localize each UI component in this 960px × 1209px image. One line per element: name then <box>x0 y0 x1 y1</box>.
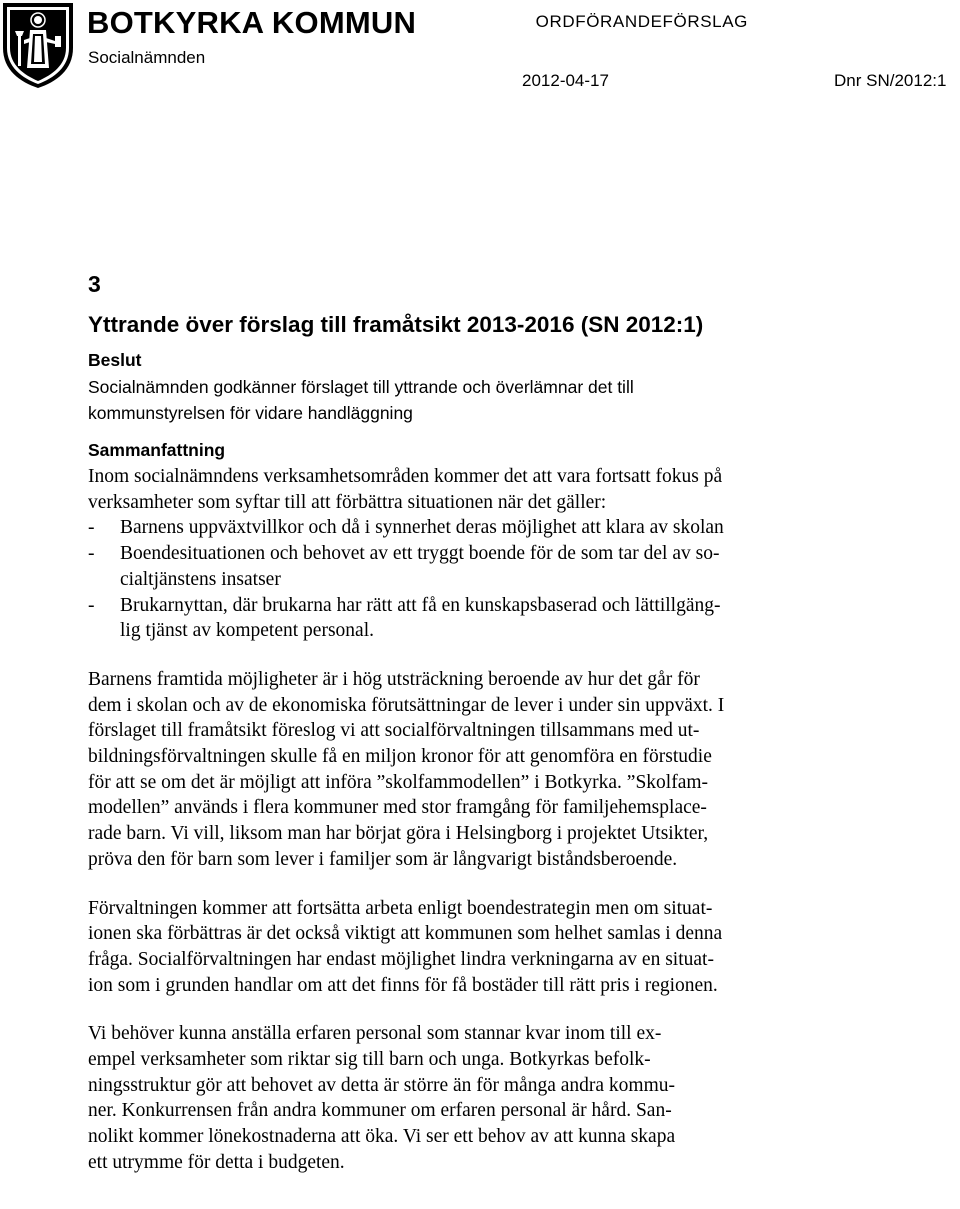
text-line: Barnens uppväxtvillkor och då i synnerhet deras möjlighet att klara av skolan <box>120 517 724 539</box>
paragraph-children <box>88 667 888 873</box>
list-item <box>88 541 888 592</box>
document-date: 2012-04-17 <box>522 71 609 90</box>
text-line: Boendesituationen och behovet av ett tryggt boende för de som tar del av so- <box>120 543 720 565</box>
text-line: fråga. Socialförvaltningen har endast möjlighet lindra verkningarna av en situat- <box>88 948 714 970</box>
text-line: cialtjänstens insatser <box>120 568 281 590</box>
text-line: ett utrymme för detta i budgeten. <box>88 1151 345 1173</box>
decision-line: Socialnämnden godkänner förslaget till yttrande och överlämnar det till <box>88 377 634 397</box>
organization-name: BOTKYRKA KOMMUN <box>87 5 417 40</box>
decision-line: kommunstyrelsen för vidare handläggning <box>88 403 413 423</box>
section-heading-beslut: Beslut <box>88 350 142 370</box>
item-number: 3 <box>88 271 101 297</box>
text-line: empel verksamheter som riktar sig till barn och unga. Botkyrkas befolk- <box>88 1049 651 1071</box>
text-line: Förvaltningen kommer att fortsätta arbeta enligt boendestrategin men om situat- <box>88 897 713 919</box>
bullet-dash: - <box>88 594 95 616</box>
decision-text <box>88 374 888 426</box>
text-line: Barnens framtida möjligheter är i hög utsträckning beroende av hur det går för <box>88 668 700 690</box>
text-line: ionen ska förbättras är det också viktigt att kommunen som helhet samlas i denna <box>88 923 723 945</box>
department-name: Socialnämnden <box>88 48 206 67</box>
paragraph-housing <box>88 896 888 999</box>
text-line: dem i skolan och av de ekonomiska förutsättningar de lever i under sin uppväxt. I <box>88 694 725 716</box>
text-line: Brukarnyttan, där brukarna har rätt att få en kunskapsbaserad och lättillgäng- <box>120 594 721 616</box>
summary-intro <box>88 464 888 515</box>
document-title: Yttrande över förslag till framåtsikt 2013-2016 (SN 2012:1) <box>88 312 704 337</box>
text-line: pröva den för barn som lever i familjer som är långvarigt biståndsberoende. <box>88 848 678 870</box>
document-body <box>88 266 888 1176</box>
text-line: ner. Konkurrensen från andra kommuner om erfaren personal är hård. San- <box>88 1100 672 1122</box>
diary-number: Dnr SN/2012:1 <box>834 71 947 90</box>
text-line: lig tjänst av kompetent personal. <box>120 620 374 642</box>
text-line: Vi behöver kunna anställa erfaren personal som stannar kvar inom till ex- <box>88 1023 662 1045</box>
focus-list <box>88 515 888 644</box>
text-line: nolikt kommer lönekostnaderna att öka. Vi ser ett behov av att kunna skapa <box>88 1126 676 1148</box>
document-type: ORDFÖRANDEFÖRSLAG <box>535 12 748 31</box>
text-line: bildningsförvaltningen skulle få en miljon kronor för att genomföra en förstudie <box>88 746 712 768</box>
text-line: ningsstruktur gör att behovet av detta är större än för många andra kommu- <box>88 1074 675 1096</box>
text-line: för att se om det är möjligt att införa ”skolfammodellen” i Botkyrka. ”Skolfam- <box>88 771 709 793</box>
list-item <box>88 515 888 541</box>
bullet-dash: - <box>88 517 95 539</box>
list-item <box>88 593 888 644</box>
section-heading-sammanfattning: Sammanfattning <box>88 440 226 460</box>
text-line: ion som i grunden handlar om att det finns för få bostäder till rätt pris i regionen. <box>88 974 718 996</box>
bullet-dash: - <box>88 543 95 565</box>
text-line: modellen” används i flera kommuner med stor framgång för familjehemsplace- <box>88 797 707 819</box>
paragraph-staffing <box>88 1021 888 1175</box>
text-line: Inom socialnämndens verksamhetsområden kommer det att vara fortsatt fokus på <box>88 466 723 487</box>
text-line: rade barn. Vi vill, liksom man har börjat göra i Helsingborg i projektet Utsikter, <box>88 823 709 845</box>
text-line: förslaget till framåtsikt föreslog vi att socialförvaltningen tillsammans med ut- <box>88 720 700 742</box>
text-line: verksamheter som syftar till att förbättra situationen när det gäller: <box>88 491 607 513</box>
coat-of-arms-icon <box>0 0 76 90</box>
